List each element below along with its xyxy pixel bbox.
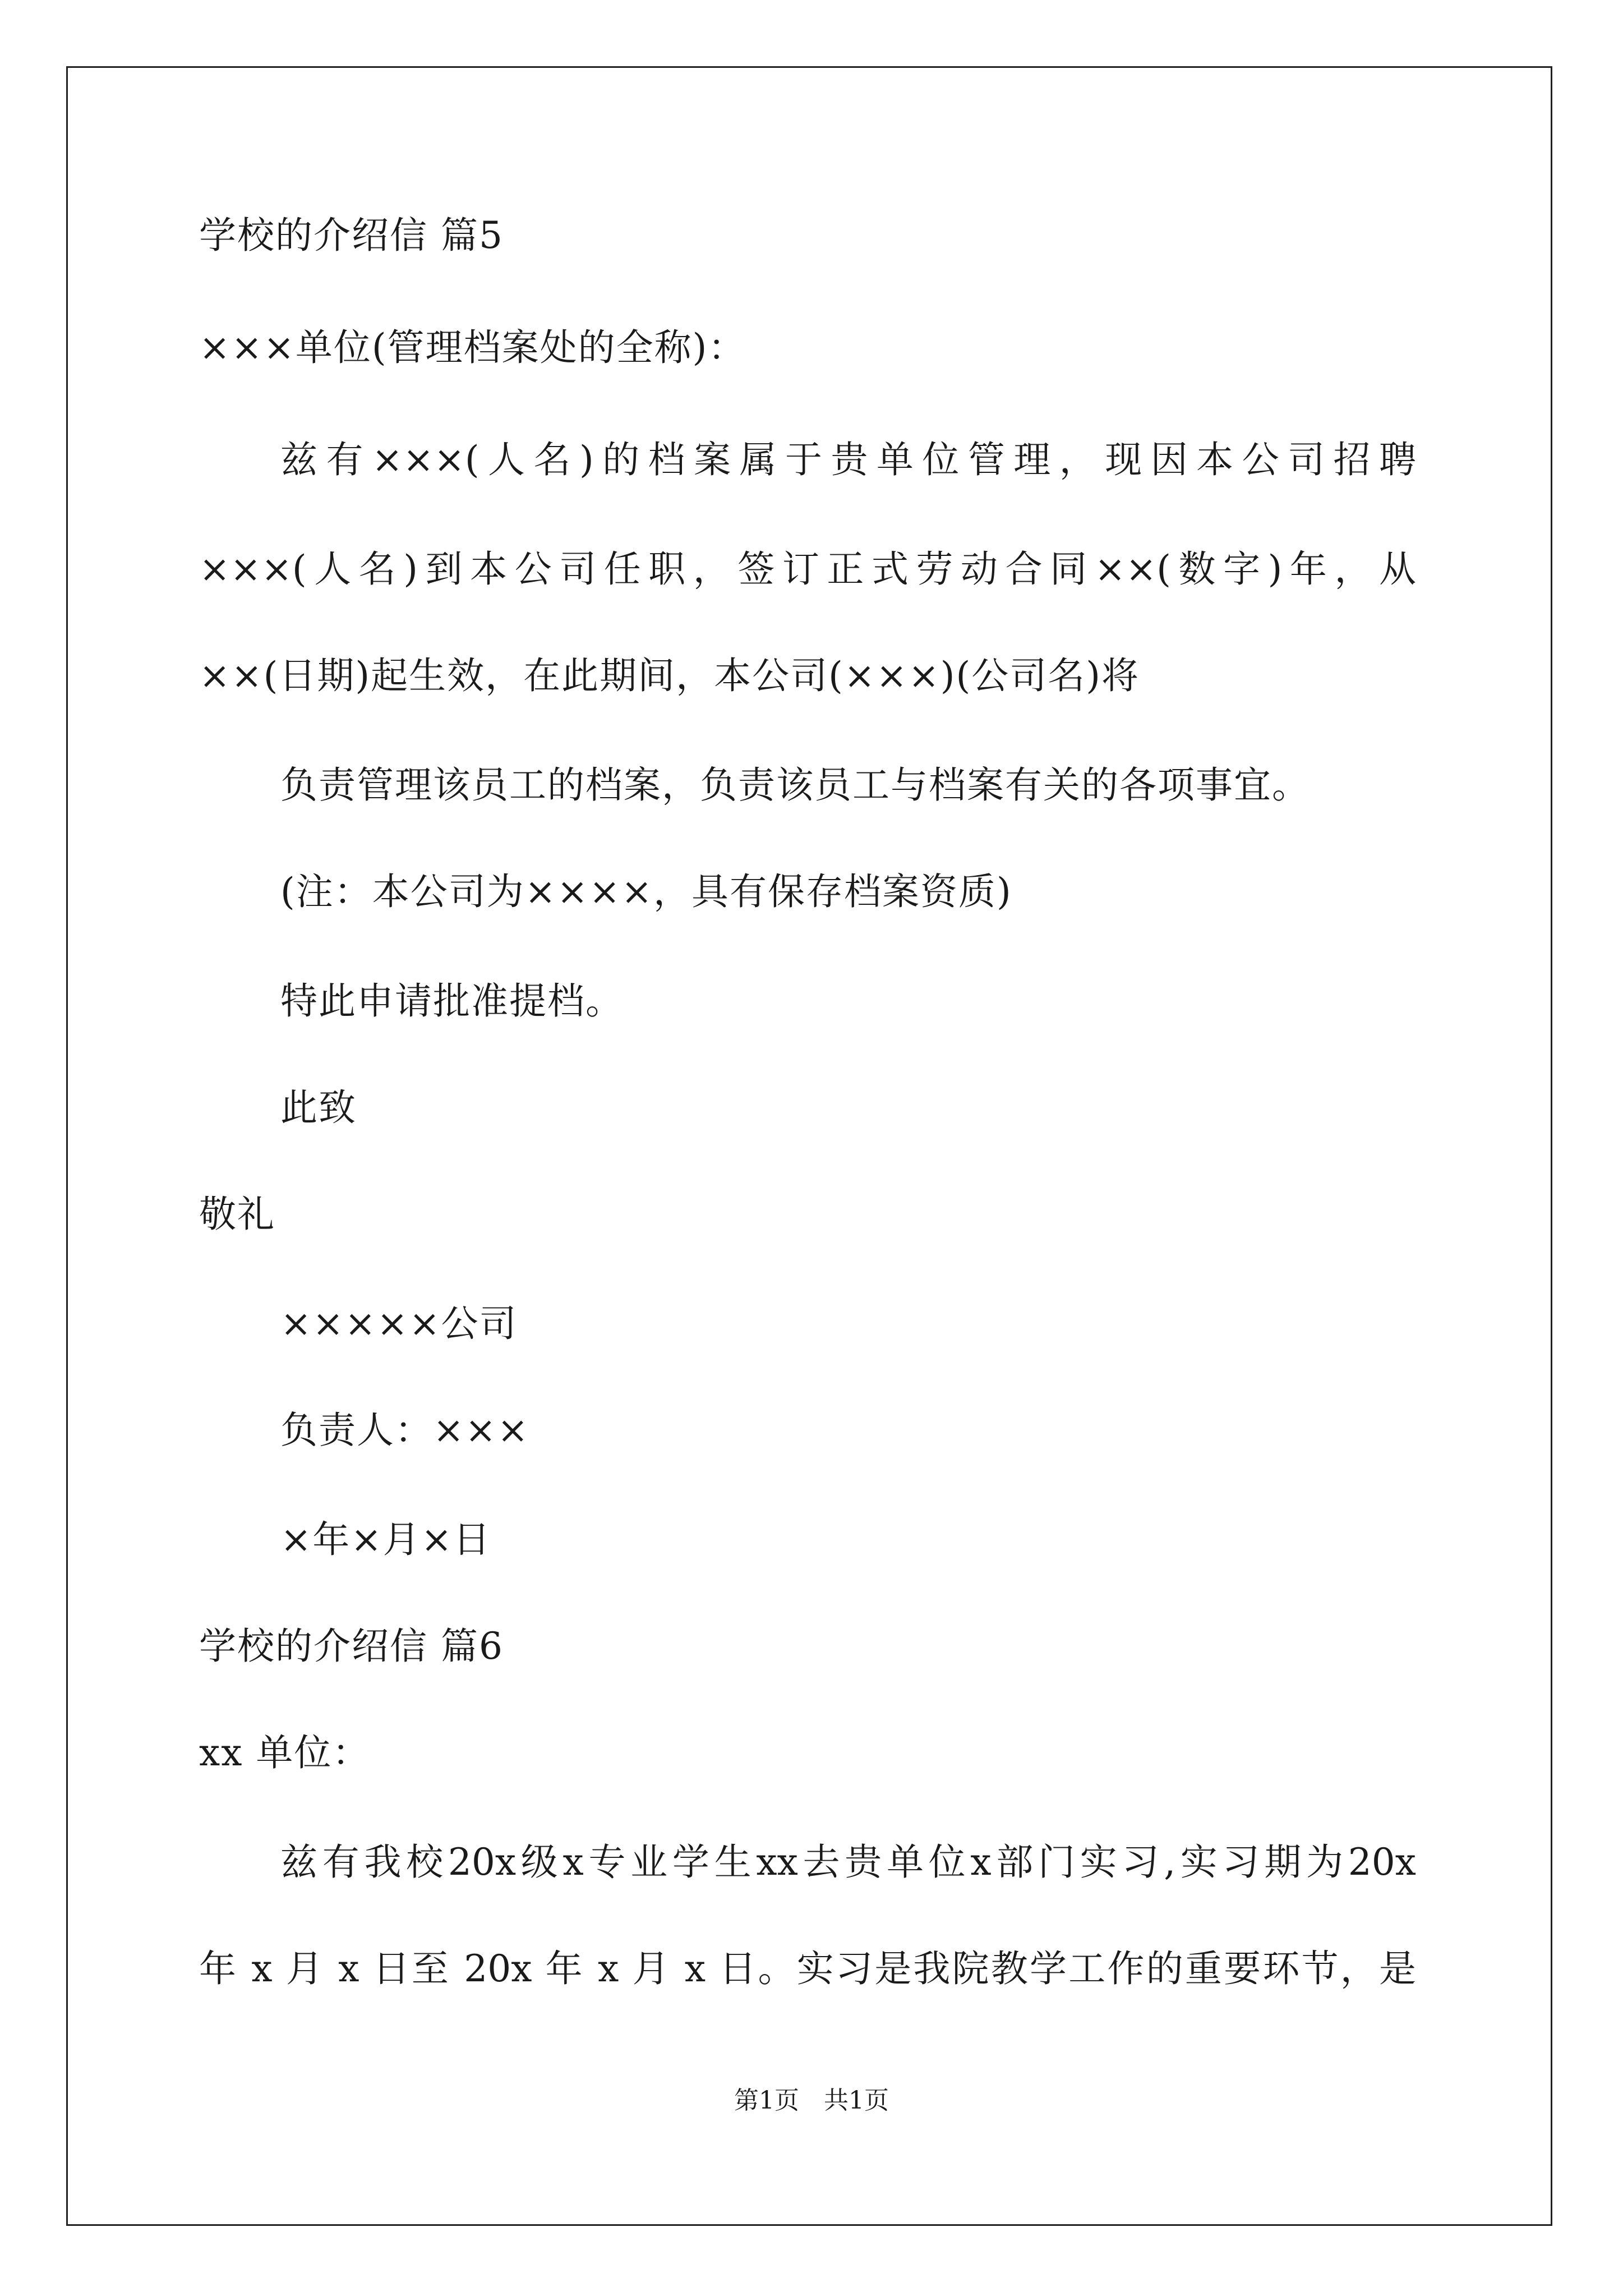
body-line: 负责管理该员工的档案，负责该员工与档案有关的各项事宜。 (280, 763, 1310, 807)
body-line: ×××(人名)到本公司任职，签订正式劳动合同××(数字)年，从 (199, 547, 1416, 591)
page-border (66, 66, 1552, 2226)
body-line: 年 x 月 x 日至 20x 年 x 月 x 日。实习是我院教学工作的重要环节，是 (199, 1947, 1416, 1990)
body-line: 特此申请批准提档。 (280, 979, 624, 1023)
section-heading-5: 学校的介绍信 篇5 (199, 214, 504, 257)
signature-person: 负责人：××× (280, 1409, 529, 1452)
signature-date: ×年×月×日 (280, 1518, 491, 1561)
closing-regards: 敬礼 (199, 1193, 275, 1236)
note-line: (注：本公司为××××，具有保存档案资质) (280, 870, 1012, 913)
body-line: ××(日期)起生效，在此期间，本公司(×××)(公司名)将 (199, 654, 1140, 697)
salutation: xx 单位： (199, 1731, 371, 1774)
closing-line: 此致 (280, 1086, 357, 1129)
page-number: 第1页 共1页 (734, 2086, 889, 2115)
signature-company: ×××××公司 (280, 1302, 518, 1345)
salutation: ×××单位(管理档案处的全称)： (199, 326, 746, 369)
section-heading-6: 学校的介绍信 篇6 (199, 1625, 504, 1668)
body-line: 兹有×××(人名)的档案属于贵单位管理，现因本公司招聘 (280, 438, 1416, 481)
body-line: 兹有我校20x级x专业学生xx去贵单位x部门实习,实习期为20x (280, 1841, 1416, 1884)
